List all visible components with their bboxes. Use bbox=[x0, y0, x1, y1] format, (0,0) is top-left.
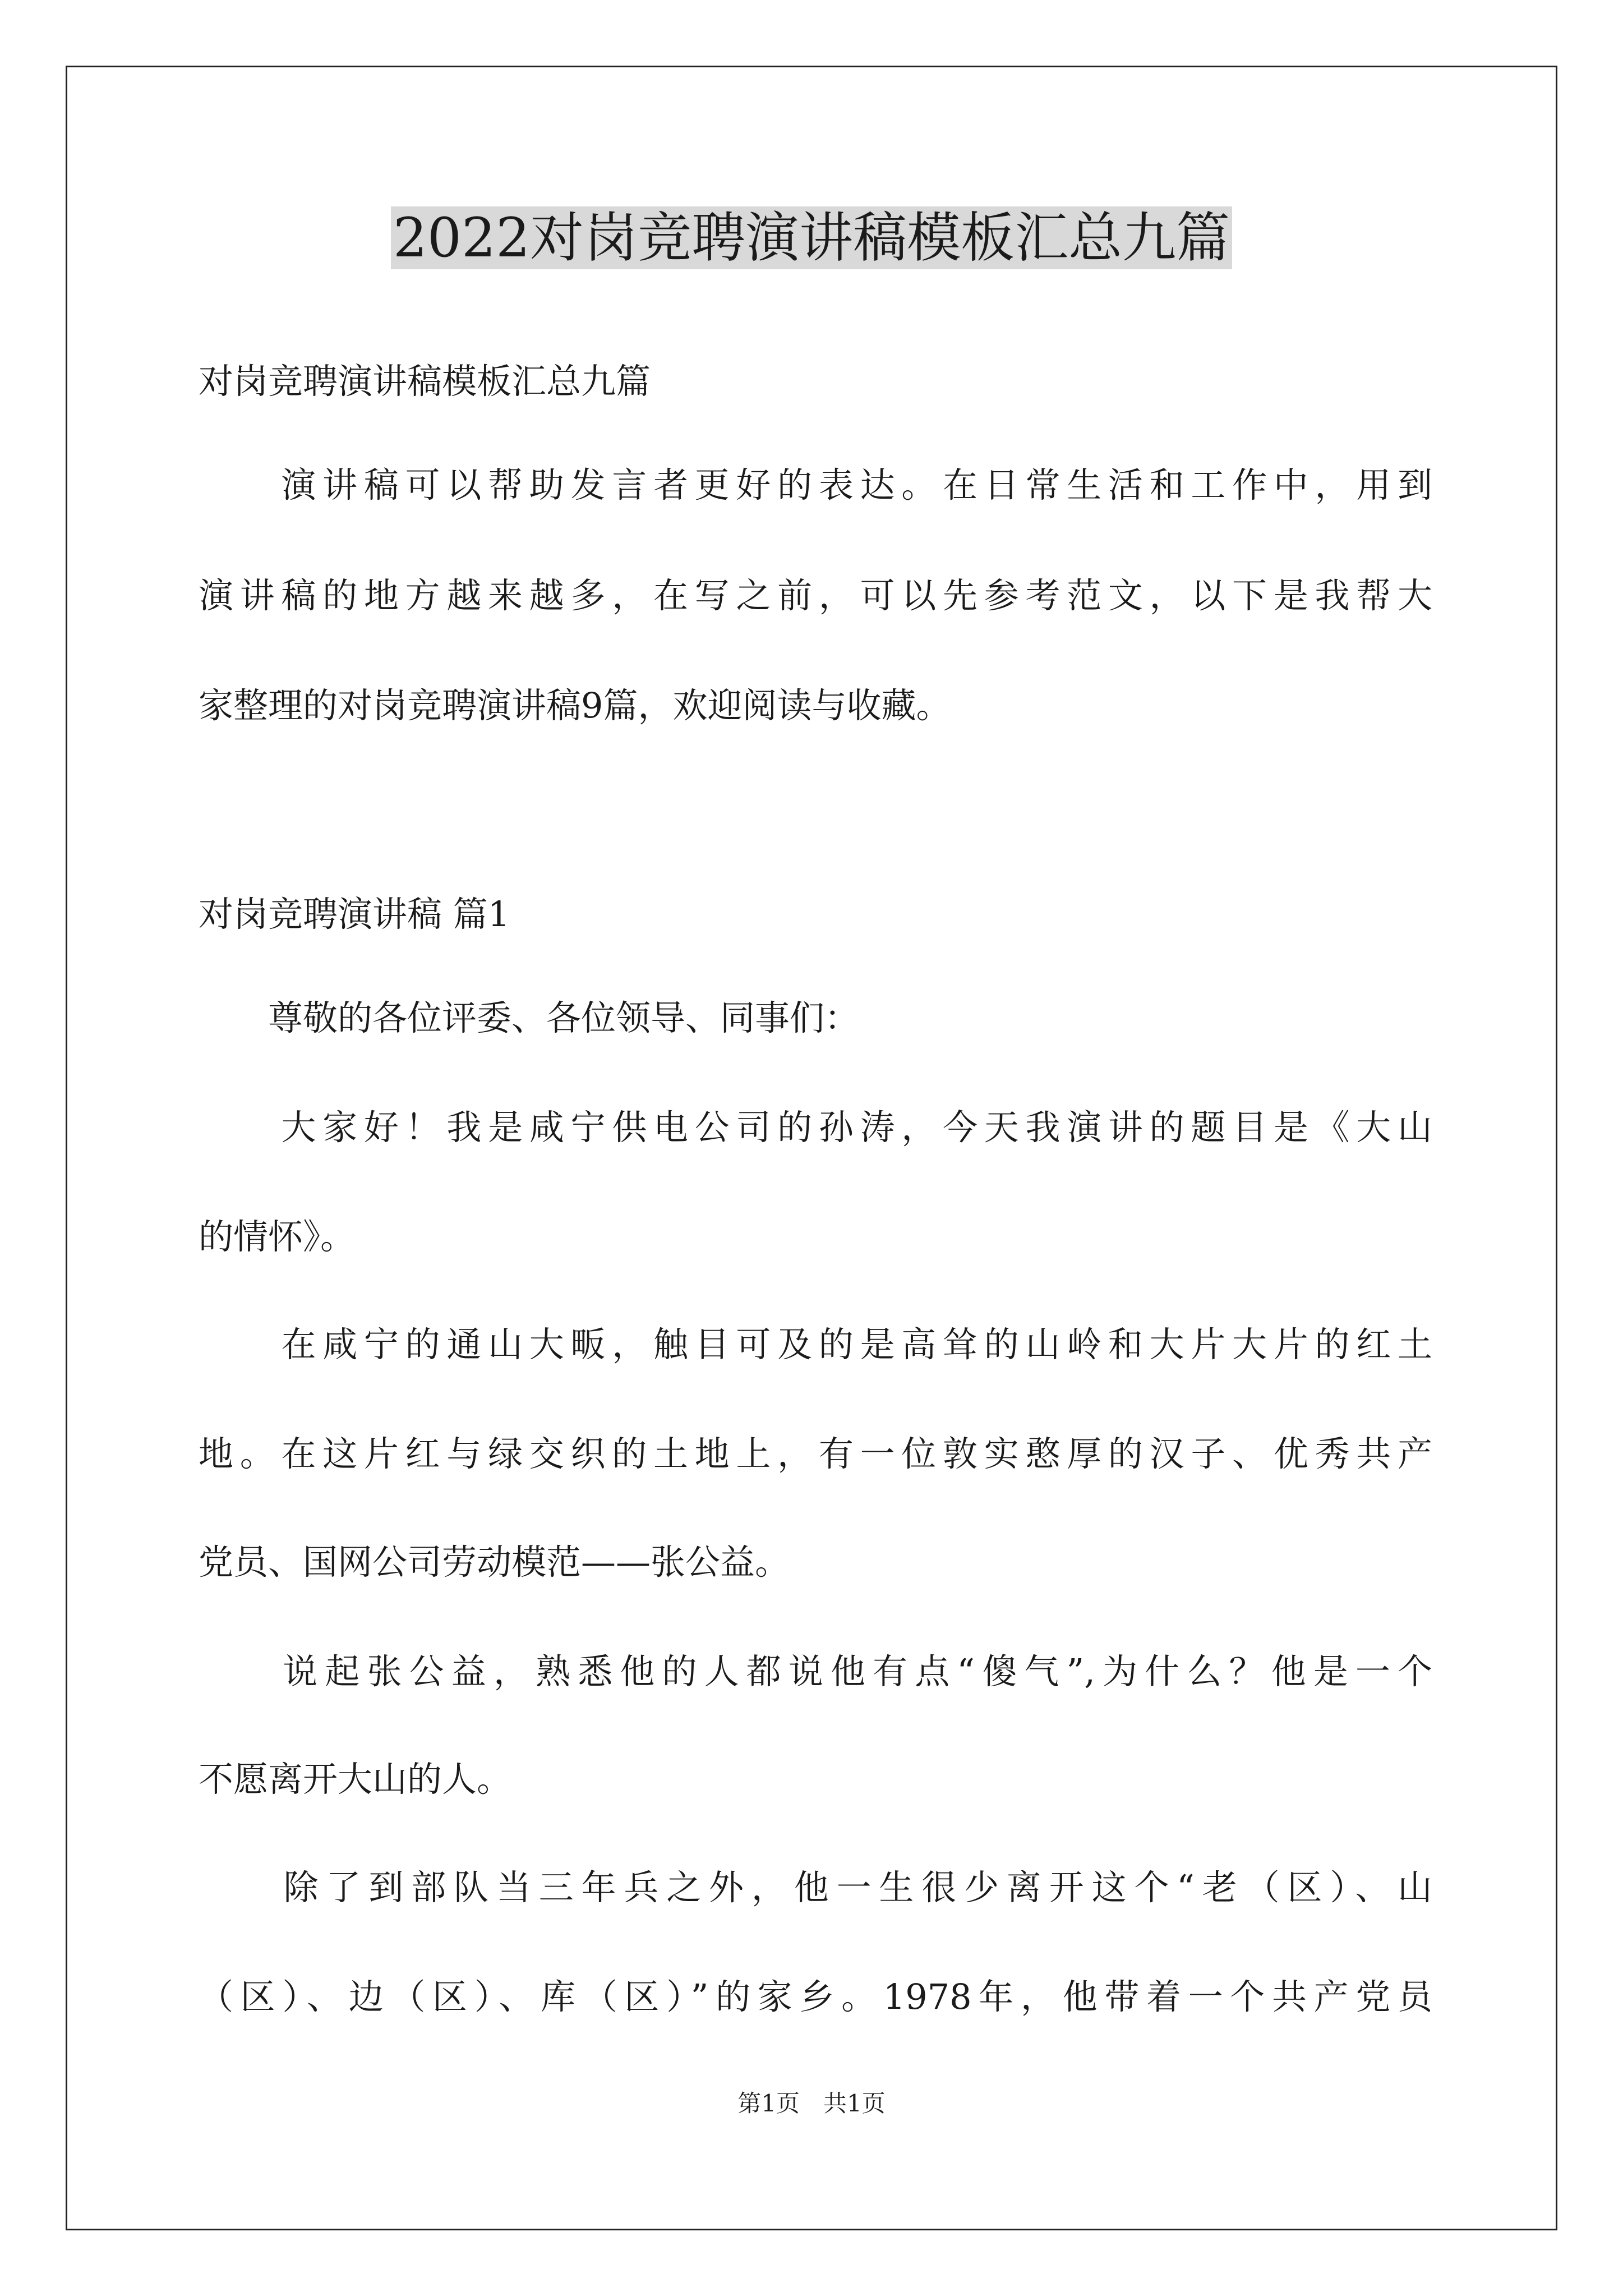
paragraph-line: 尊敬的各位评委、各位领导、同事们： bbox=[199, 997, 860, 1038]
document-title bbox=[0, 204, 1623, 272]
document-subtitle: 对岗竞聘演讲稿模板汇总九篇 bbox=[199, 361, 651, 402]
paragraph-line: 演讲稿的地方越来越多，在写之前，可以先参考范文，以下是我帮大 bbox=[199, 575, 1432, 616]
paragraph-line: 在咸宁的通山大畈，触目可及的是高耸的山岭和大片大片的红土 bbox=[199, 1324, 1432, 1365]
section-heading: 对岗竞聘演讲稿 篇1 bbox=[199, 894, 510, 935]
paragraph-line: 除了到部队当三年兵之外，他一生很少离开这个“老（区）、山 bbox=[199, 1867, 1432, 1908]
paragraph-line: 家整理的对岗竞聘演讲稿9篇，欢迎阅读与收藏。 bbox=[199, 685, 951, 726]
paragraph-line: 的情怀》。 bbox=[199, 1216, 356, 1257]
page-footer: 第1页 共1页 bbox=[737, 2090, 886, 2117]
paragraph-line: 说起张公益，熟悉他的人都说他有点“傻气”,为什么？他是一个 bbox=[199, 1651, 1432, 1692]
paragraph-line: 演讲稿可以帮助发言者更好的表达。在日常生活和工作中，用到 bbox=[199, 464, 1432, 505]
document-title-text: 2022对岗竞聘演讲稿模板汇总九篇 bbox=[391, 206, 1232, 269]
paragraph-line: （区）、边（区）、库（区）”的家乡。1978年，他带着一个共产党员 bbox=[199, 1976, 1432, 2017]
paragraph-line: 党员、国网公司劳动模范——张公益。 bbox=[199, 1542, 790, 1582]
paragraph-line: 不愿离开大山的人。 bbox=[199, 1759, 512, 1800]
paragraph-line: 大家好！我是咸宁供电公司的孙涛，今天我演讲的题目是《大山 bbox=[199, 1107, 1432, 1148]
paragraph-line: 地。在这片红与绿交织的土地上，有一位敦实憨厚的汉子、优秀共产 bbox=[199, 1433, 1432, 1474]
